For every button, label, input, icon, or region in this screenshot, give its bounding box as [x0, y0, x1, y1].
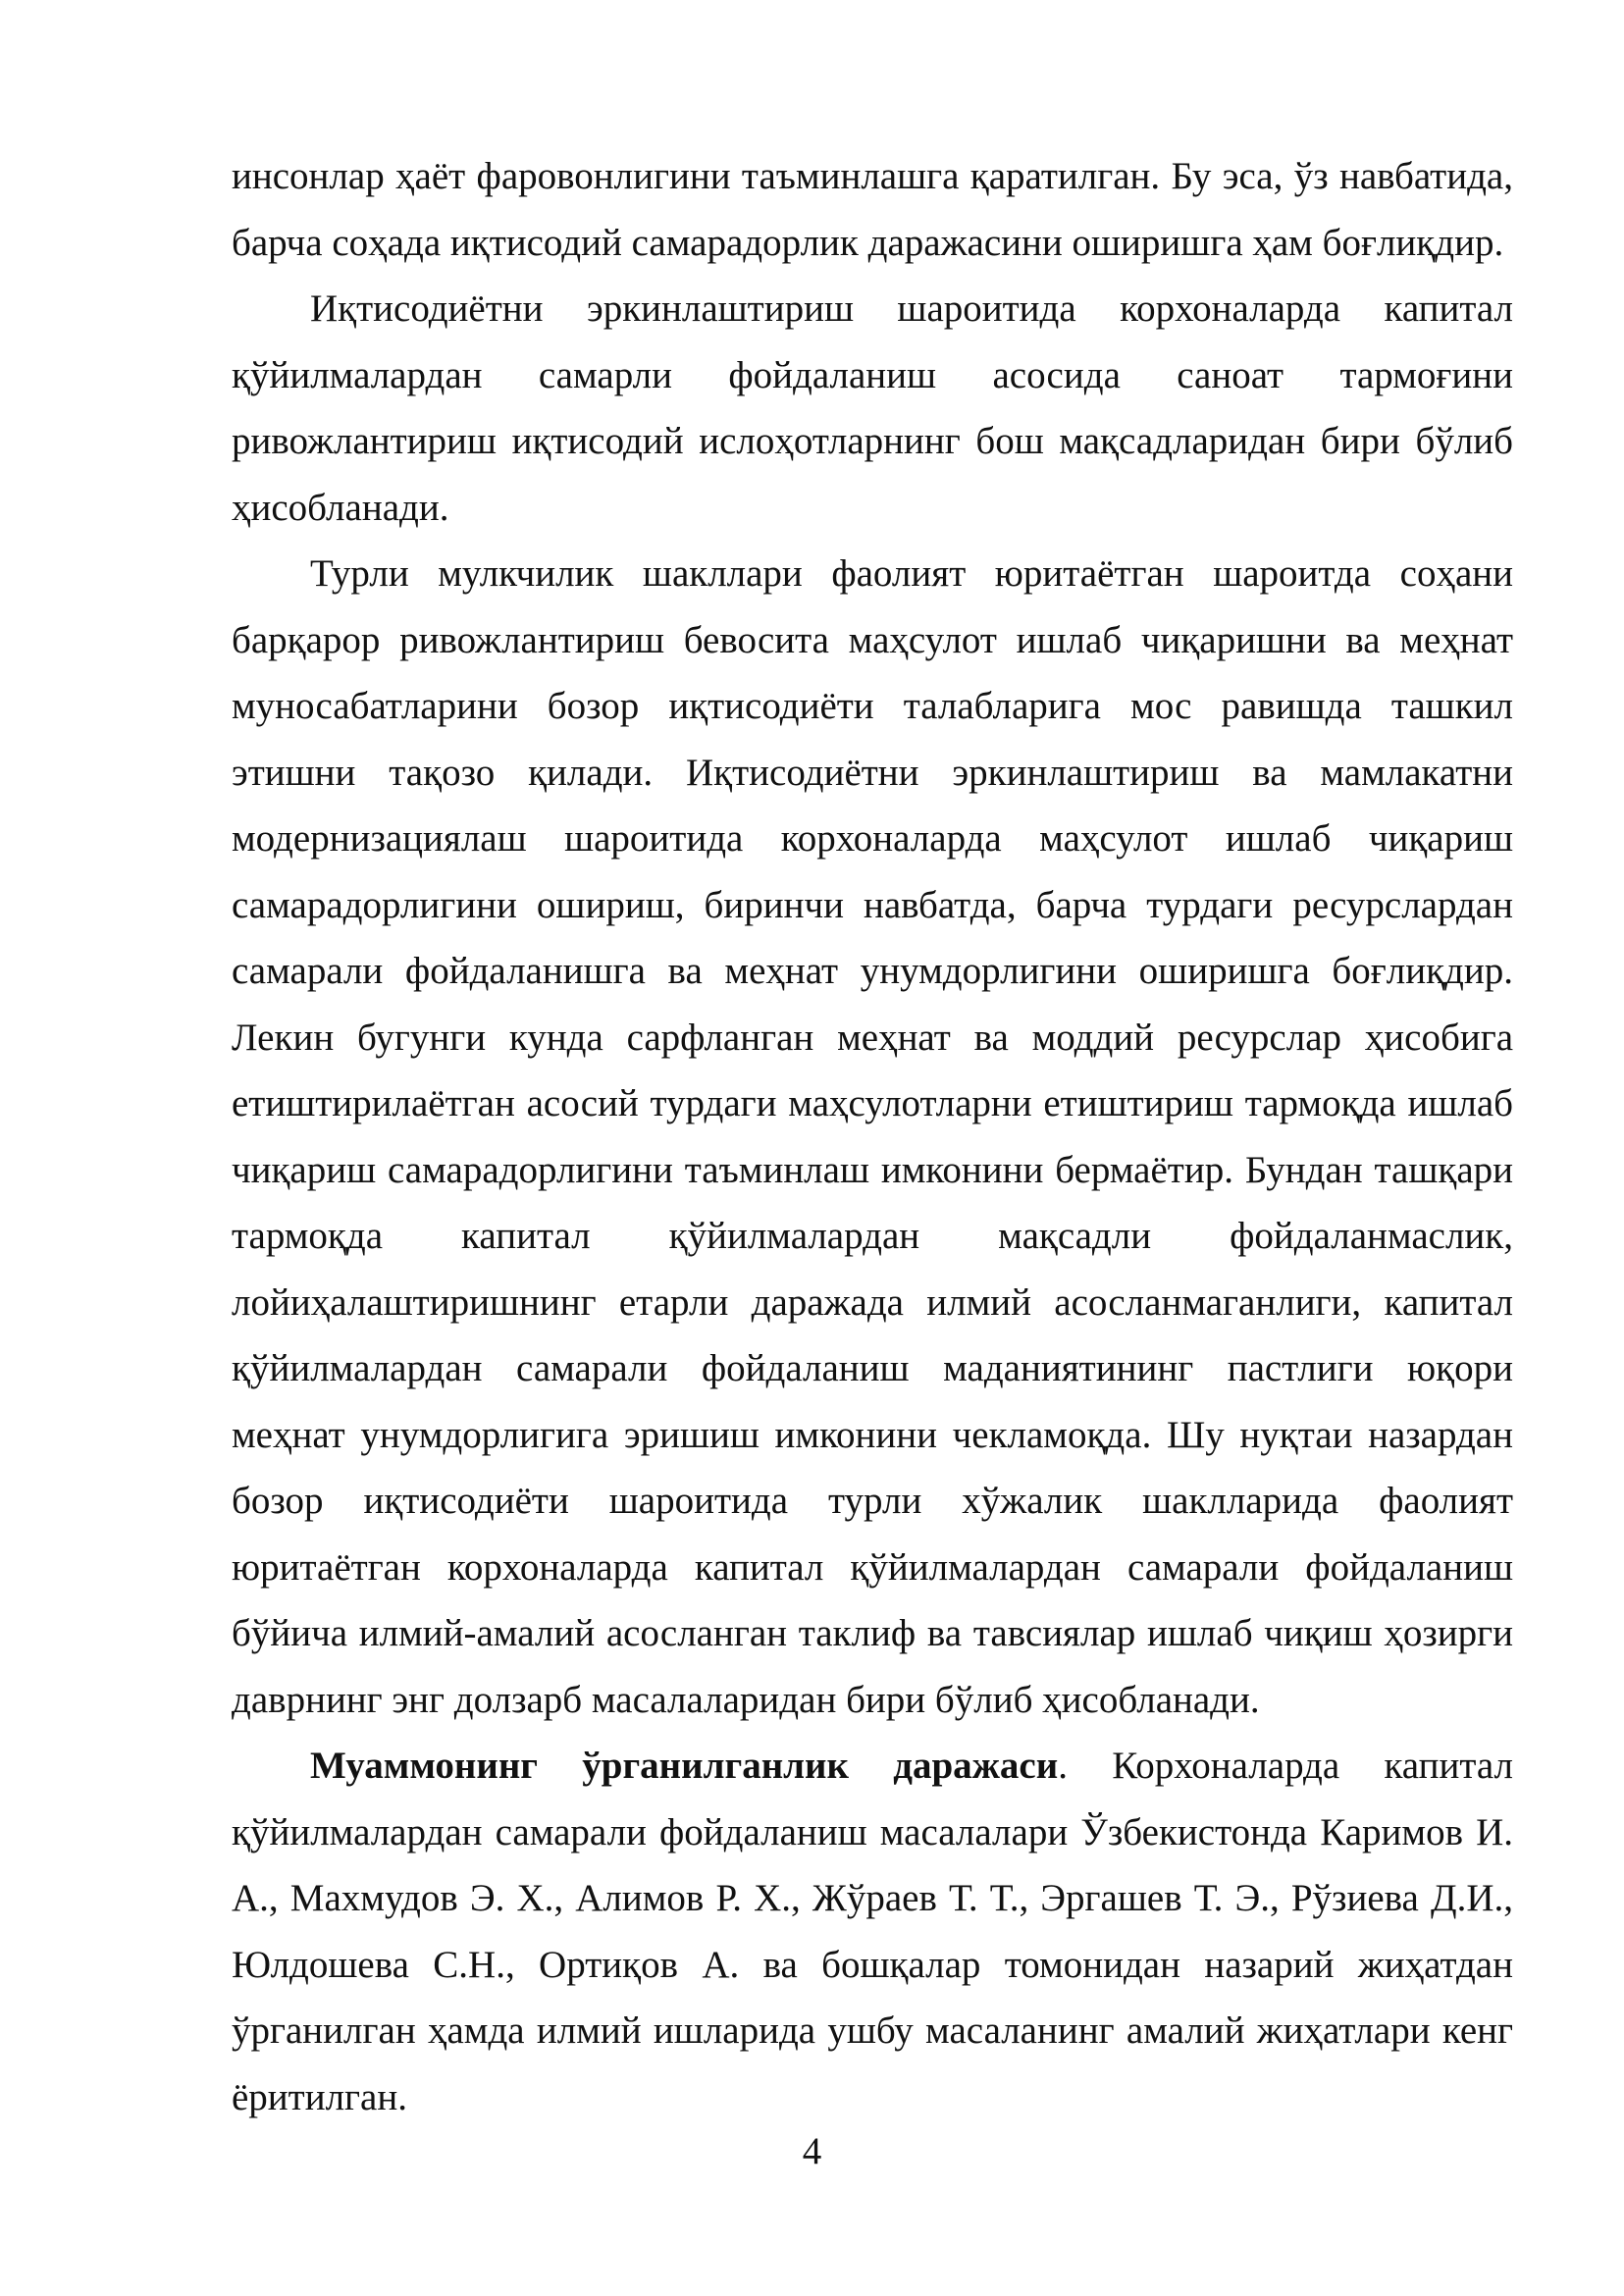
section-heading-research-degree: Муаммонинг ўрганилганлик даражаси [310, 1745, 1059, 1787]
paragraph-research-degree [232, 1733, 1513, 2130]
paragraph-research-degree-text: . Корхоналарда капитал қўйилмалардан самарали фойдаланиш масалалари Ўзбекистонда Каримов И. А., Махмудов Э. Х., Алимов Р. Х., Жўраев Т. Т., Эргашев Т. Э., Рўзиева Д.И., Юлдошева С.Н., Ортиқов А. ва бошқалар томонидан назарий жиҳатдан ўрганилган ҳамда илмий ишларида ушбу масаланинг амалий жиҳатлари кенг ёритилган. [232, 1745, 1513, 2118]
paragraph-continuation: инсонлар ҳаёт фаровонлигини таъминлашга қаратилган. Бу эса, ўз навбатида, барча соҳада иқтисодий самарадорлик даражасини оширишга ҳам боғлиқдир. [232, 155, 1513, 264]
paragraph-ownership-forms: Турли мулкчилик шакллари фаолият юритаётган шароитда соҳани барқарор ривожлантириш бевосита маҳсулот ишлаб чиқаришни ва меҳнат муносабатларини бозор иқтисодиёти талабларига мос равишда ташкил этишни тақозо қилади. Иқтисодиётни эркинлаштириш ва мамлакатни модернизациялаш шароитида корхоналарда маҳсулот ишлаб чиқариш самарадорлигини ошириш, биринчи навбатда, барча турдаги ресурслардан самарали фойдаланишга ва меҳнат унумдорлигини оширишга боғлиқдир. Лекин бугунги кунда сарфланган меҳнат ва моддий ресурслар ҳисобига етиштирилаётган асосий турдаги маҳсулотларни етиштириш тармоқда ишлаб чиқариш самарадорлигини таъминлаш имконини бермаётир. Бундан ташқари тармоқда капитал қўйилмалардан мақсадли фойдаланмаслик, лойиҳалаштиришнинг етарли даражада илмий асосланмаганлиги, капитал қўйилмалардан самарали фойдаланиш маданиятининг пастлиги юқори меҳнат унумдорлигига эришиш имконини чекламоқда. Шу нуқтаи назардан бозор иқтисодиёти шароитида турли хўжалик шаклларида фаолият юритаётган корхоналарда капитал қўйилмалардан самарали фойдаланиш бўйича илмий-амалий асосланган таклиф ва тавсиялар ишлаб чиқиш ҳозирги даврнинг энг долзарб масалаларидан бири бўлиб ҳисобланади. [232, 552, 1513, 1721]
page-number: 4 [802, 2130, 822, 2172]
document-body [232, 143, 1513, 2130]
paragraph-investment-development: Иқтисодиётни эркинлаштириш шароитида корхоналарда капитал қўйилмалардан самарли фойдаланиш асосида саноат тармоғини ривожлантириш иқтисодий ислоҳотларнинг бош мақсадларидан бири бўлиб ҳисобланади. [232, 287, 1513, 529]
